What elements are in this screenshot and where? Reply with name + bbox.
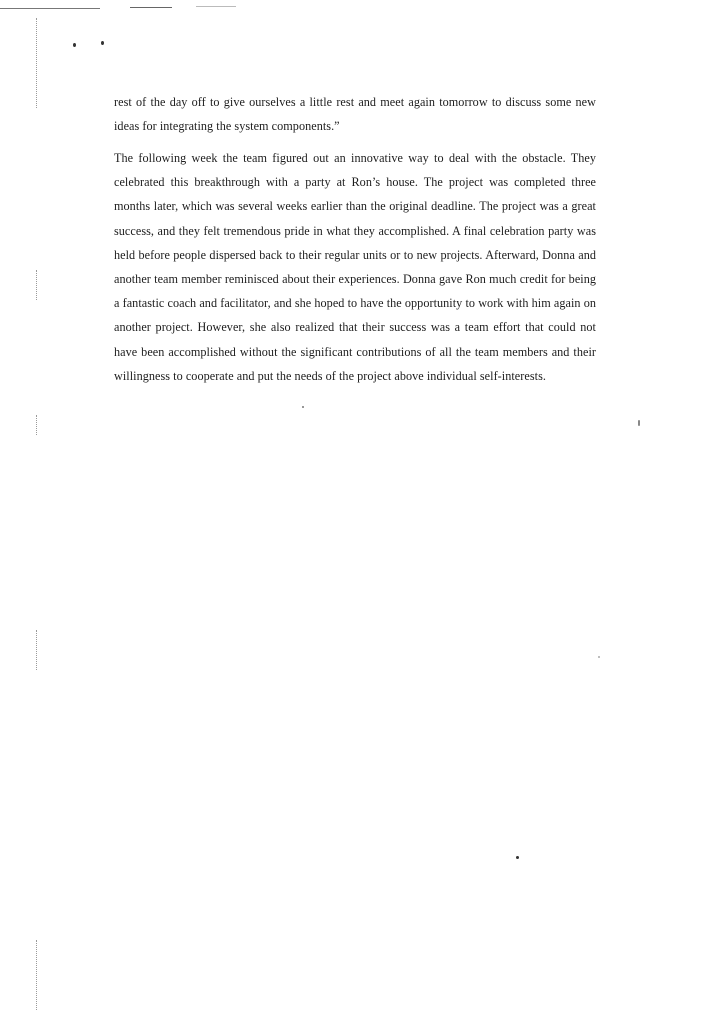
scan-artifact-line [196,6,236,7]
scan-margin-marks [36,940,40,1010]
scan-artifact-dot [516,856,519,859]
scan-margin-marks [36,18,40,108]
scan-artifact-line [130,7,172,8]
paragraph: The following week the team figured out an innovative way to deal with the obstacle. They celebrated this breakthrough with a party at Ron’s house. The project was completed three months later, which was several weeks earlier than the original deadline. The project was a great success, and they felt tremendous pride in what they accomplished. A final celebration party was held before people dispersed back to their regular units or to new projects. Afterward, Donna and another team member reminisced about their experiences. Donna gave Ron much credit for being a fantastic coach and facilitator, and she hoped to have the opportunity to work with him again on another project. However, she also realized that their success was a team effort that could not have been accomplished without the significant contributions of all the team members and their willingness to cooperate and put the needs of the project above individual self-interests. [114,151,596,383]
scan-margin-marks [36,270,40,300]
scan-margin-marks [36,415,40,435]
scan-artifact-dot [302,406,304,408]
scan-artifact-dot [598,656,600,658]
scan-artifact-dot [638,420,640,426]
scan-margin-marks [36,630,40,670]
paragraph: rest of the day off to give ourselves a little rest and meet again tomorrow to discuss some new ideas for integrating the system components.” [114,95,596,134]
scan-artifact-line [0,8,100,9]
scan-artifact-dot [101,41,104,45]
scan-artifact-dot [73,43,76,47]
